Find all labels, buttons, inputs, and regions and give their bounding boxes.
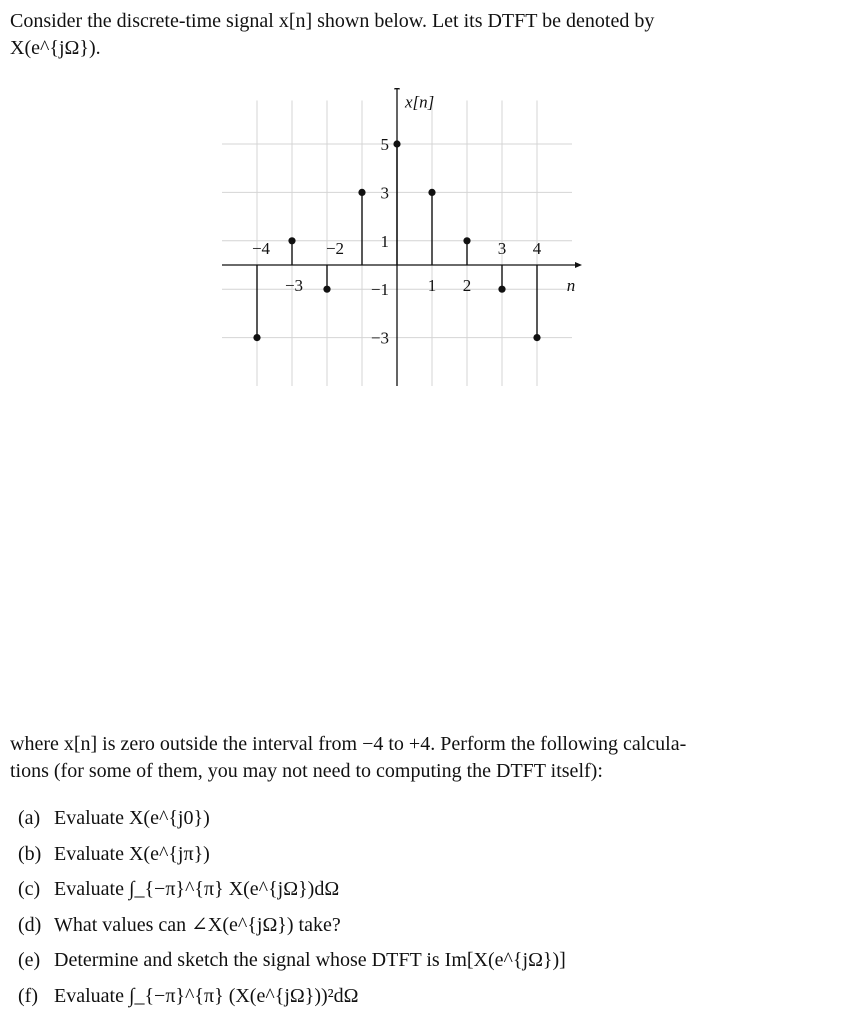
- part-label: (e): [18, 949, 41, 971]
- x-tick-label: −4: [251, 239, 271, 258]
- stem-marker: [358, 189, 365, 196]
- x-tick-label: −2: [325, 239, 345, 258]
- part-text: What values can ∠X(e^{jΩ}) take?: [54, 913, 341, 936]
- x-tick-label: 2: [462, 276, 472, 295]
- stem-plot: [215, 88, 585, 398]
- x-tick-label: 1: [427, 276, 437, 295]
- part-text: Evaluate ∫_{−π}^{π} X(e^{jΩ})dΩ: [54, 878, 340, 900]
- part-text: Evaluate X(e^{jπ}): [54, 842, 210, 865]
- part-label: (a): [18, 807, 41, 829]
- part-c: [18, 874, 566, 910]
- problem-middle: [10, 731, 830, 785]
- y-tick-label: −3: [370, 328, 389, 348]
- parts-list: [18, 803, 566, 1016]
- x-axis-label: n: [566, 276, 576, 295]
- stem-marker: [428, 189, 435, 196]
- middle-line-2: tions (for some of them, you may not need to computing the DTFT itself):: [10, 760, 603, 782]
- stem-marker: [463, 237, 470, 244]
- part-b: [18, 839, 566, 875]
- part-d: [18, 910, 566, 946]
- part-a: [18, 803, 566, 839]
- x-tick-label: 3: [497, 239, 507, 258]
- part-text: Evaluate X(e^{j0}): [54, 807, 210, 829]
- stem-marker: [253, 334, 260, 341]
- part-label: (d): [18, 913, 42, 936]
- stem-marker: [533, 334, 540, 341]
- x-axis-arrow: [575, 262, 582, 268]
- part-text: Evaluate ∫_{−π}^{π} (X(e^{jΩ}))²dΩ: [54, 984, 359, 1007]
- y-axis-label: x[n]: [405, 92, 435, 112]
- x-tick-label: 4: [532, 239, 542, 258]
- stem-marker: [323, 286, 330, 293]
- problem-intro: [10, 8, 810, 62]
- stem-marker: [288, 237, 295, 244]
- middle-line-1: where x[n] is zero outside the interval from −4 to +4. Perform the following calcula-: [10, 733, 687, 755]
- part-label: (c): [18, 878, 41, 900]
- part-text: Determine and sketch the signal whose DTFT is Im[X(e^{jΩ})]: [54, 949, 566, 971]
- y-tick-label: −1: [370, 280, 389, 300]
- part-e: [18, 945, 566, 981]
- part-label: (b): [18, 842, 42, 865]
- stem-marker: [393, 140, 400, 147]
- y-tick-label: 5: [380, 135, 389, 154]
- x-tick-label: −3: [284, 276, 304, 295]
- part-label: (f): [18, 984, 38, 1007]
- stem-marker: [498, 286, 505, 293]
- y-tick-label: 3: [380, 183, 389, 203]
- intro-line-1: Consider the discrete-time signal x[n] shown below. Let its DTFT be denoted by: [10, 10, 655, 32]
- y-axis-arrow: [394, 88, 400, 89]
- part-f: [18, 981, 566, 1017]
- y-tick-label: 1: [380, 231, 389, 251]
- intro-line-2: X(e^{jΩ}).: [10, 37, 101, 59]
